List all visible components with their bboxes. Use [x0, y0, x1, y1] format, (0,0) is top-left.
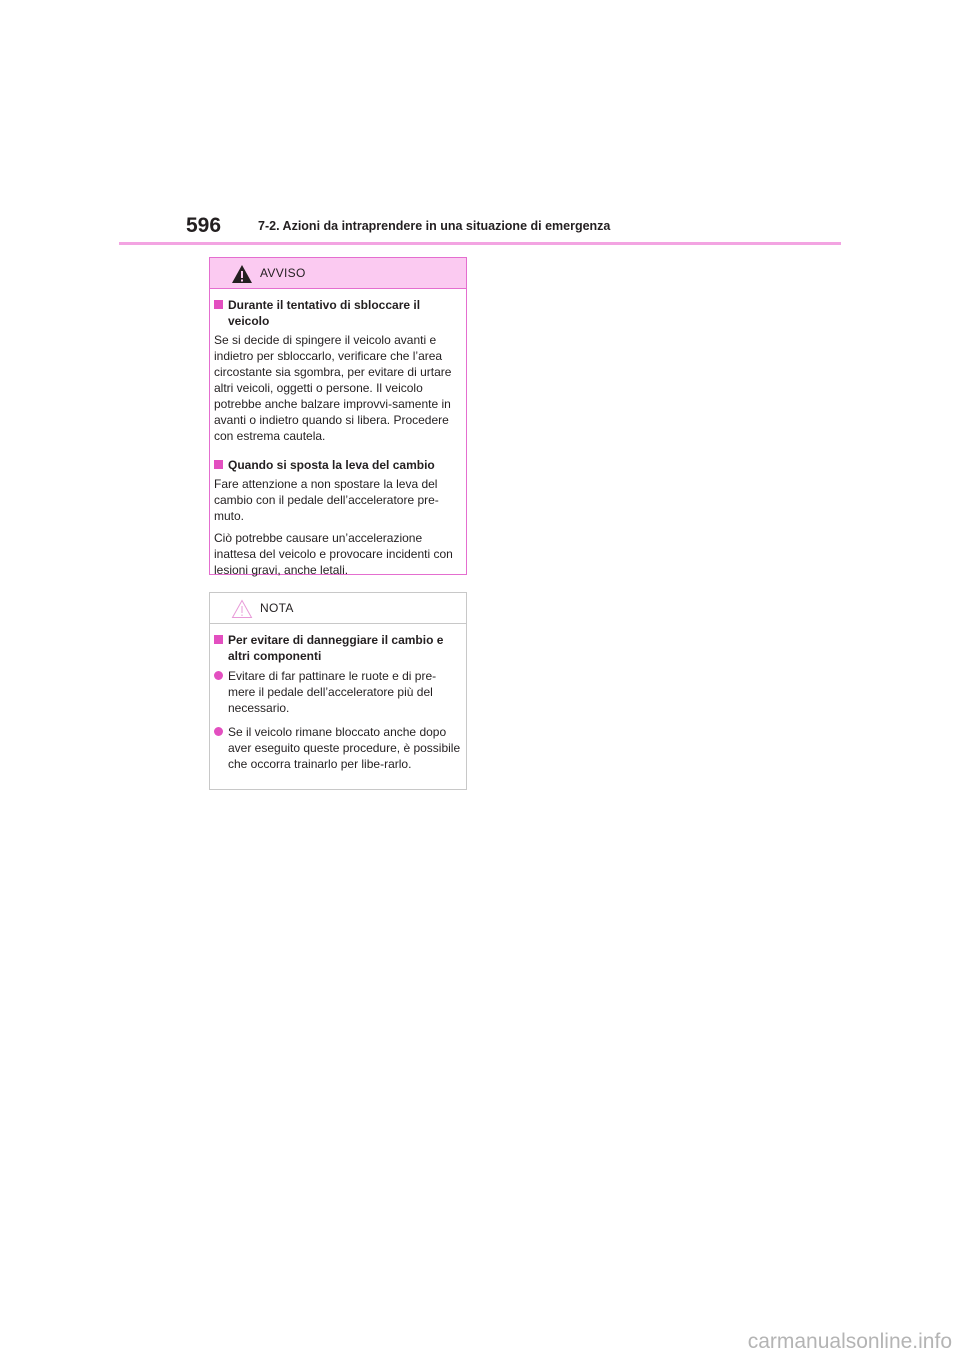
note-header	[210, 593, 466, 624]
note-heading: Per evitare di danneggiare il cambio e altri componenti	[214, 632, 462, 664]
warning-paragraph: Ciò potrebbe causare un’accelerazione inattesa del veicolo e provocare incidenti con lesioni gravi, anche letali.	[214, 531, 453, 577]
warning-paragraph: Fare attenzione a non spostare la leva del cambio con il pedale dell’acceleratore pre-muto.	[214, 477, 439, 523]
circle-bullet-icon	[214, 671, 223, 680]
note-label: NOTA	[260, 601, 294, 615]
page-number: 596	[186, 214, 222, 237]
warning-icon	[231, 264, 253, 284]
square-bullet-icon	[214, 300, 223, 309]
section-title: 7-2. Azioni da intraprendere in una situazione di emergenza	[258, 219, 611, 233]
warning-heading-1: Durante il tentativo di sbloccare il veicolo	[214, 297, 462, 329]
square-bullet-icon	[214, 460, 223, 469]
watermark: carmanualsonline.info	[747, 1330, 952, 1353]
circle-bullet-icon	[214, 727, 223, 736]
note-item: Evitare di far pattinare le ruote e di pre-mere il pedale dell’acceleratore più del necessario.	[214, 668, 462, 716]
caution-outline-icon	[231, 599, 253, 619]
warning-label: AVVISO	[260, 266, 306, 280]
warning-heading-2: Quando si sposta la leva del cambio	[214, 457, 462, 473]
note-item: Se il veicolo rimane bloccato anche dopo aver eseguito queste procedure, è possibile che occorra trainarlo per libe-rarlo.	[214, 724, 462, 772]
warning-paragraph: Se si decide di spingere il veicolo avanti e indietro per sbloccarlo, verificare che l’area circostante sia sgombra, per evitare di urtare altri veicoli, oggetti o persone. Il veicolo potrebbe anche balzare improvvi-samente in avanti o indietro quando si libera. Procedere con estrema cautela.	[214, 333, 452, 443]
warning-header	[210, 258, 466, 289]
warning-box	[209, 257, 467, 575]
note-box	[209, 592, 467, 790]
page-header	[0, 0, 960, 250]
header-divider	[119, 242, 841, 245]
square-bullet-icon	[214, 635, 223, 644]
